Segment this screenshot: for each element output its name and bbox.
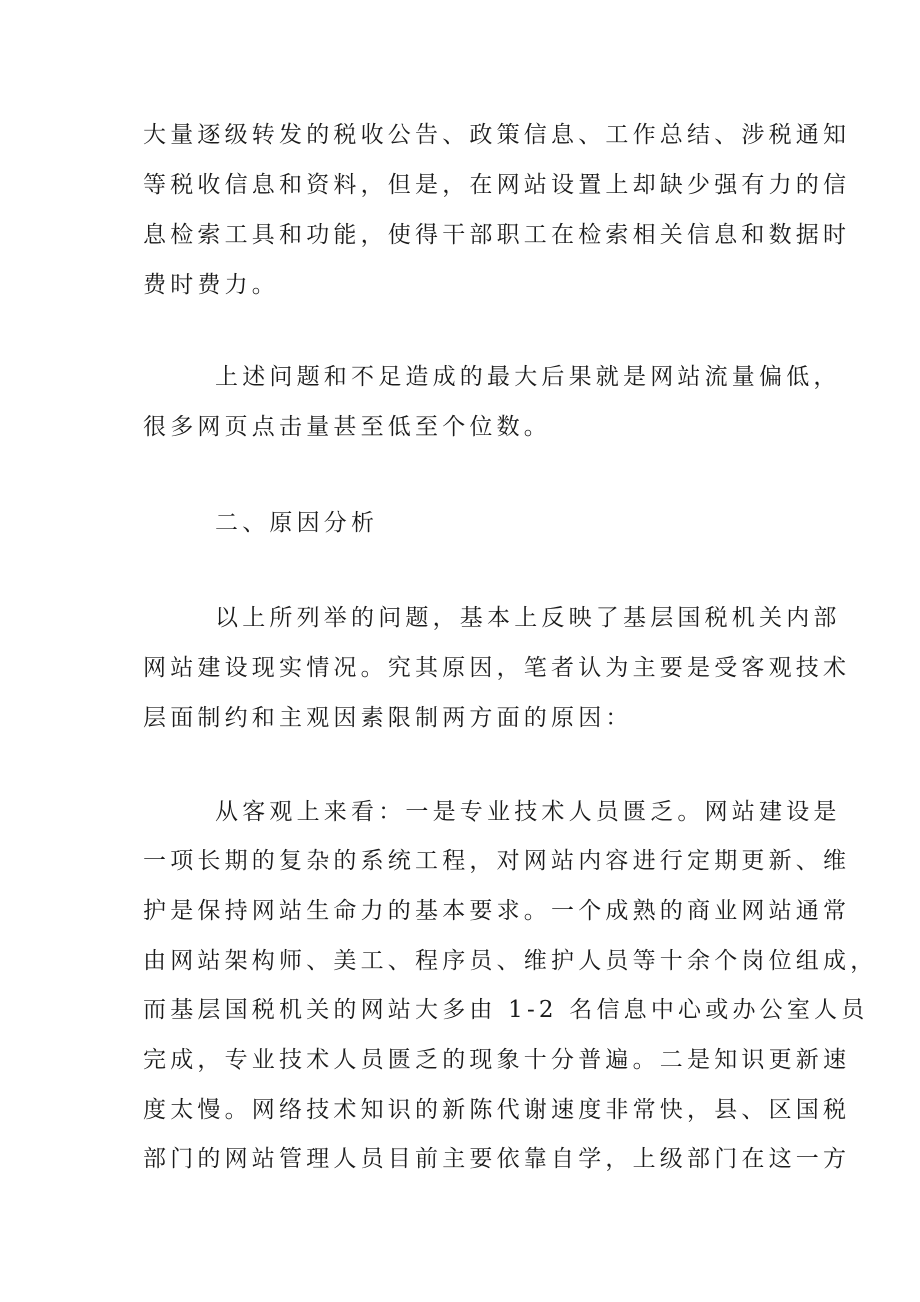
paragraph-line: 从客观上来看：一是专业技术人员匮乏。网站建设是 [215, 799, 841, 825]
paragraph-line: 网站建设现实情况。究其原因，笔者认为主要是受客观技术 [143, 655, 851, 681]
paragraph-line: 大量逐级转发的税收公告、政策信息、工作总结、涉税通知 [143, 122, 851, 148]
paragraph-line: 部门的网站管理人员目前主要依靠自学，上级部门在这一方 [143, 1146, 851, 1172]
paragraph-line: 层面制约和主观因素限制两方面的原因： [143, 705, 633, 731]
paragraph-line: 而基层国税机关的网站大多由 1-2 名信息中心或办公室人员 [143, 997, 869, 1023]
paragraph-line: 一项长期的复杂的系统工程，对网站内容进行定期更新、维 [143, 848, 851, 874]
paragraph-line: 费时费力。 [143, 272, 279, 298]
paragraph-line: 很多网页点击量甚至低至个位数。 [143, 414, 551, 440]
paragraph-line: 完成，专业技术人员匮乏的现象十分普遍。二是知识更新速 [143, 1047, 851, 1073]
paragraph-line: 以上所列举的问题，基本上反映了基层国税机关内部 [215, 605, 841, 631]
paragraph-line: 等税收信息和资料，但是，在网站设置上却缺少强有力的信 [143, 172, 851, 198]
paragraph-line: 息检索工具和功能，使得干部职工在检索相关信息和数据时 [143, 222, 851, 248]
paragraph-line: 度太慢。网络技术知识的新陈代谢速度非常快，县、区国税 [143, 1097, 851, 1123]
paragraph-line: 由网站架构师、美工、程序员、维护人员等十余个岗位组成， [143, 948, 878, 974]
section-heading: 二、原因分析 [215, 510, 379, 536]
paragraph-line: 护是保持网站生命力的基本要求。一个成熟的商业网站通常 [143, 898, 851, 924]
paragraph-line: 上述问题和不足造成的最大后果就是网站流量偏低， [215, 364, 841, 390]
